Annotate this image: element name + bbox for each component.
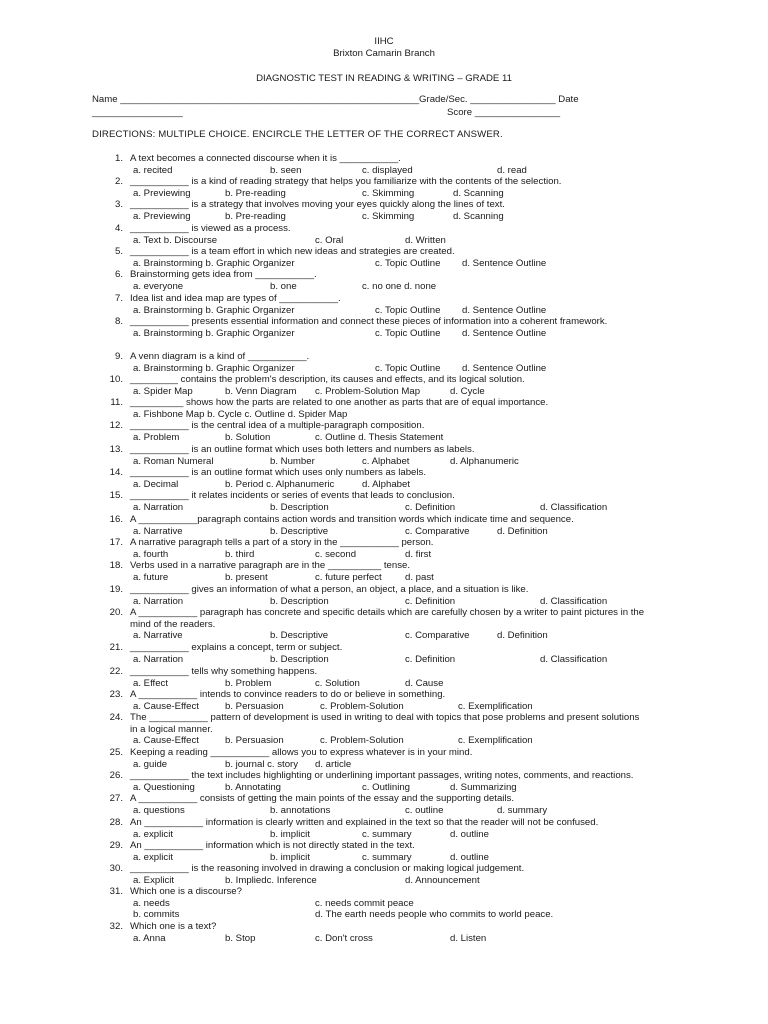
answer-choice: a. Narration [133, 501, 184, 513]
answer-choice: b. Period c. Alphanumeric [225, 478, 335, 490]
question-number: 6. [114, 269, 123, 280]
question-stem: A ___________ paragraph has concrete and specific details which are carefully chosen by a writer to paint pictures in the [130, 607, 645, 618]
answer-choice: b. Persuasion [225, 700, 284, 712]
answer-choice: a. Brainstorming b. Graphic Organizer [133, 327, 295, 339]
question-stem: ___________ explains a concept, term or subject. [130, 642, 343, 653]
answer-choice: a. Spider Map [133, 385, 193, 397]
answer-choice: a. Brainstorming b. Graphic Organizer [133, 304, 295, 316]
question-number: 16. [109, 514, 123, 525]
answer-choice: b. Description [270, 501, 329, 513]
question-number: 23. [109, 689, 123, 700]
answer-choice: c. Definition [405, 501, 456, 513]
directions: DIRECTIONS: MULTIPLE CHOICE. ENCIRCLE THE LETTER OF THE CORRECT ANSWER. [92, 129, 503, 140]
answer-choice: a. Text b. Discourse [133, 234, 218, 246]
answer-choice: a. Roman Numeral [133, 455, 214, 467]
question-stem: ___________ the text includes highlighting or underlining important passages, writing notes, comments, and reactions. [130, 770, 634, 781]
question-number: 3. [114, 199, 123, 210]
answer-choice: b. present [225, 571, 268, 583]
answer-choice: c. Problem-Solution Map [315, 385, 421, 397]
question-number: 10. [109, 374, 123, 385]
answer-choice: a. everyone [133, 280, 184, 292]
answer-choice: c. Topic Outline [375, 257, 441, 269]
answer-choice: a. guide [133, 758, 168, 770]
question-number: 5. [114, 246, 123, 257]
answer-choice: d. past [405, 571, 434, 583]
answer-choice: d. Alphabet [362, 478, 411, 490]
question-stem: Keeping a reading ___________ allows you to express whatever is in your mind. [130, 747, 473, 758]
question-number: 25. [109, 747, 123, 758]
answer-choice: c. Problem-Solution [320, 700, 404, 712]
question-number: 29. [109, 840, 123, 851]
name-line: Name ________________________________________________________Grade/Sec. ________________ Date [92, 94, 579, 105]
answer-choice: c. Don't cross [315, 932, 373, 944]
answer-choice: c. displayed [362, 164, 413, 176]
question-stem: Which one is a discourse? [130, 886, 242, 897]
question-stem: Idea list and idea map are types of ___________. [130, 293, 341, 304]
answer-choice: a. needs [133, 897, 170, 909]
answer-choice: c. Exemplification [458, 700, 533, 712]
answer-choice: d. Sentence Outline [462, 362, 547, 374]
answer-choice: d. outline [450, 828, 489, 840]
answer-choice: d. The earth needs people who commits to world peace. [315, 909, 554, 921]
answer-choice: c. Exemplification [458, 735, 533, 747]
answer-choice: d. Listen [450, 932, 487, 944]
answer-choice: a. questions [133, 804, 185, 816]
question-stem: An ___________ information is clearly written and explained in the text so that the reader will not be confused. [130, 817, 599, 828]
answer-choice: d. Cycle [450, 385, 485, 397]
question-stem: ___________ tells why something happens. [130, 666, 318, 677]
answer-choice: c. Comparative [405, 525, 470, 537]
answer-choice: a. Anna [133, 932, 166, 944]
answer-choice: a. fourth [133, 548, 169, 560]
question-number: 17. [109, 537, 123, 548]
answer-choice: b. Venn Diagram [225, 385, 297, 397]
answer-choice: a. Problem [133, 431, 180, 443]
answer-choice: b. Stop [225, 932, 256, 944]
answer-choice: c. needs commit peace [315, 897, 414, 909]
answer-choice: a. recited [133, 164, 173, 176]
answer-choice: a. Cause-Effect [133, 700, 199, 712]
answer-choice: d. read [497, 164, 527, 176]
answer-choice: b. Problem [225, 677, 272, 689]
answer-choice: b. third [225, 548, 255, 560]
answer-choice: d. Classification [540, 653, 608, 665]
answer-choice: d. Definition [497, 630, 548, 642]
question-stem: Brainstorming gets idea from ___________. [130, 269, 317, 280]
question-stem: Verbs used in a narrative paragraph are in the __________ tense. [130, 560, 411, 571]
answer-choice: d. Classification [540, 501, 608, 513]
answer-choice: d. Definition [497, 525, 548, 537]
answer-choice: c. Oral [315, 234, 344, 246]
answer-choice: b. journal c. story [225, 758, 299, 770]
answer-choice: a. future [133, 571, 169, 583]
answer-choice: d. Written [405, 234, 446, 246]
answer-choice: c. future perfect [315, 571, 382, 583]
answer-choice: b. Persuasion [225, 735, 284, 747]
answer-choice: d. summary [497, 804, 548, 816]
question-number: 7. [114, 293, 123, 304]
answer-choice: a. Previewing [133, 187, 191, 199]
question-stem: ___________ is a team effort in which new ideas and strategies are created. [130, 246, 455, 257]
question-number: 19. [109, 584, 123, 595]
question-number: 1. [114, 153, 123, 164]
answer-choice: b. Description [270, 595, 329, 607]
question-number: 28. [109, 817, 123, 828]
answer-choice: a. Questioning [133, 781, 195, 793]
question-number: 13. [109, 444, 123, 455]
question-number: 14. [109, 467, 123, 478]
question-number: 26. [109, 770, 123, 781]
answer-choice: c. Comparative [405, 630, 470, 642]
answer-choice: c. Skimming [362, 187, 415, 199]
question-number: 27. [109, 793, 123, 804]
answer-choice: d. Cause [405, 677, 444, 689]
answer-choice: b. Pre-reading [225, 210, 286, 222]
question-stem: ___________ is a strategy that involves moving your eyes quickly along the lines of text. [130, 199, 505, 210]
answer-choice: a. Narrative [133, 525, 183, 537]
question-number: 4. [114, 223, 123, 234]
answer-choice: d. Sentence Outline [462, 327, 547, 339]
question-number: 30. [109, 863, 123, 874]
answer-choice: c. Solution [315, 677, 360, 689]
answer-choice: c. Problem-Solution [320, 735, 404, 747]
answer-choice: d. Classification [540, 595, 608, 607]
question-number: 24. [109, 712, 123, 723]
answer-choice: d. Summarizing [450, 781, 517, 793]
question-number: 8. [114, 316, 123, 327]
question-stem-cont: mind of the readers. [130, 618, 216, 630]
question-stem: _________ contains the problem's description, its causes and effects, and its logical solution. [130, 374, 525, 385]
answer-choice: b. annotations [270, 804, 331, 816]
answer-choice: d. Announcement [405, 874, 480, 886]
question-stem: A ___________ intends to convince readers to do or believe in something. [130, 689, 446, 700]
answer-choice: c. Topic Outline [375, 304, 441, 316]
question-stem: ___________ is an outline format which uses both letters and numbers as labels. [130, 444, 475, 455]
answer-choice: b. Descriptive [270, 525, 329, 537]
test-title: DIAGNOSTIC TEST IN READING & WRITING – GRADE 11 [256, 73, 512, 84]
answer-choice: b. implicit [270, 828, 310, 840]
answer-choice: b. seen [270, 164, 302, 176]
question-stem: __________ shows how the parts are related to one another as parts that are of equal importance. [130, 397, 549, 408]
answer-choice: a. explicit [133, 828, 173, 840]
question-stem: ___________ is an outline format which uses only numbers as labels. [130, 467, 426, 478]
answer-choice: b. Annotating [225, 781, 282, 793]
answer-choice: a. Narration [133, 595, 184, 607]
answer-choice: c. summary [362, 828, 412, 840]
answer-choice: c. Topic Outline [375, 362, 441, 374]
answer-choice: b. Solution [225, 431, 271, 443]
answer-choice: a. Cause-Effect [133, 735, 199, 747]
answer-choice: c. Alphabet [362, 455, 410, 467]
answer-choice: a. explicit [133, 851, 173, 863]
answer-choice: a. Fishbone Map b. Cycle c. Outline d. Spider Map [133, 408, 348, 420]
question-number: 21. [109, 642, 123, 653]
question-stem-cont: in a logical manner. [130, 723, 213, 735]
question-stem: ___________ is viewed as a process. [130, 223, 291, 234]
question-number: 11. [110, 397, 123, 408]
question-stem: A venn diagram is a kind of ___________. [130, 351, 310, 362]
answer-choice: a. Decimal [133, 478, 179, 490]
answer-choice: b. Description [270, 653, 329, 665]
question-number: 15. [109, 490, 123, 501]
answer-choice: b. Descriptive [270, 630, 329, 642]
answer-choice: b. one [270, 280, 297, 292]
answer-choice: d. Sentence Outline [462, 257, 547, 269]
answer-choice: b. Impliedc. Inference [225, 874, 317, 886]
answer-choice: a. Narrative [133, 630, 183, 642]
answer-choice: d. Scanning [453, 210, 504, 222]
answer-choice: c. Definition [405, 595, 456, 607]
answer-choice: a. Explicit [133, 874, 175, 886]
question-stem: A narrative paragraph tells a part of a story in the ___________ person. [130, 537, 434, 548]
question-number: 32. [109, 921, 123, 932]
question-stem: ___________ is a kind of reading strategy that helps you familiarize with the contents of the selection. [130, 176, 562, 187]
question-stem: ___________ presents essential information and connect these pieces of information into a coherent framework. [130, 316, 608, 327]
question-stem: ___________ it relates incidents or series of events that leads to conclusion. [130, 490, 455, 501]
answer-choice: c. Definition [405, 653, 456, 665]
answer-choice: a. Brainstorming b. Graphic Organizer [133, 257, 295, 269]
answer-choice: c. Outline d. Thesis Statement [315, 431, 444, 443]
branch-name: Brixton Camarin Branch [333, 48, 435, 59]
answer-choice: c. summary [362, 851, 412, 863]
answer-choice: d. outline [450, 851, 489, 863]
answer-choice: c. outline [405, 804, 444, 816]
answer-choice: a. Narration [133, 653, 184, 665]
question-number: 20. [109, 607, 123, 618]
question-stem: A ___________paragraph contains action words and transition words which indicate time and sequence. [130, 514, 574, 525]
question-number: 22. [109, 666, 123, 677]
answer-choice: b. implicit [270, 851, 310, 863]
question-number: 2. [114, 176, 123, 187]
answer-choice: b. Number [270, 455, 315, 467]
answer-choice: b. commits [133, 909, 180, 921]
answer-choice: c. Outlining [362, 781, 410, 793]
question-stem: A text becomes a connected discourse when it is ___________. [130, 153, 401, 164]
answer-choice: d. first [405, 548, 432, 560]
question-stem: The ___________ pattern of development is used in writing to deal with topics that pose problems and present solutions [130, 712, 640, 723]
answer-choice: c. no one d. none [362, 280, 437, 292]
answer-choice: d. Sentence Outline [462, 304, 547, 316]
question-stem: An ___________ information which is not directly stated in the text. [130, 840, 415, 851]
answer-choice: a. Previewing [133, 210, 191, 222]
question-number: 12. [109, 420, 123, 431]
school-name: IIHC [374, 36, 394, 47]
question-number: 9. [114, 351, 123, 362]
question-stem: ___________ is the reasoning involved in drawing a conclusion or making logical judgement. [130, 863, 525, 874]
question-stem: ___________ is the central idea of a multiple-paragraph composition. [130, 420, 425, 431]
score-line-left: _________________ [92, 107, 183, 118]
answer-choice: d. article [315, 758, 352, 770]
question-stem: ___________ gives an information of what a person, an object, a place, and a situation is like. [130, 584, 529, 595]
question-number: 18. [109, 560, 123, 571]
answer-choice: b. Pre-reading [225, 187, 286, 199]
question-stem: A ___________ consists of getting the main points of the essay and the supporting details. [130, 793, 515, 804]
answer-choice: a. Effect [133, 677, 169, 689]
answer-choice: c. second [315, 548, 357, 560]
score-line: Score ________________ [447, 107, 561, 118]
question-number: 31. [109, 886, 123, 897]
answer-choice: a. Brainstorming b. Graphic Organizer [133, 362, 295, 374]
answer-choice: d. Alphanumeric [450, 455, 519, 467]
answer-choice: c. Skimming [362, 210, 415, 222]
answer-choice: d. Scanning [453, 187, 504, 199]
answer-choice: c. Topic Outline [375, 327, 441, 339]
question-stem: Which one is a text? [130, 921, 217, 932]
